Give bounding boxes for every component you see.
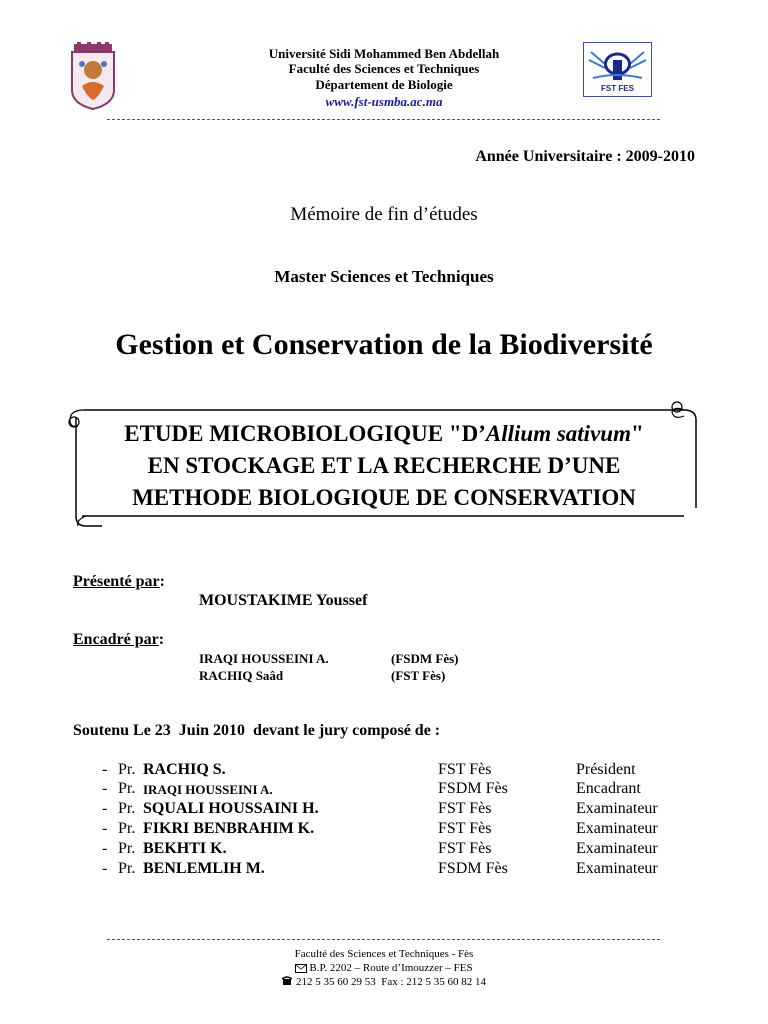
jury-member-role: Encadrant — [576, 780, 641, 797]
presented-by: Présenté par: — [73, 573, 165, 590]
jury-member-name: IRAQI HOUSSEINI A. — [143, 782, 273, 797]
memoire-label: Mémoire de fin d’études — [290, 204, 478, 225]
jury-member-name: BEKHTI K. — [143, 840, 227, 857]
jury-member-role: Examinateur — [576, 860, 658, 877]
jury-row: - Pr. IRAQI HOUSSEINI A. FSDM Fès Encadrant — [102, 780, 641, 797]
envelope-icon — [295, 964, 307, 973]
jury-member-name: SQUALI HOUSSAINI H. — [143, 800, 319, 817]
header-divider — [107, 119, 660, 120]
jury-list — [0, 761, 768, 881]
supervisor-name: IRAQI HOUSSEINI A. — [199, 651, 329, 666]
supervisor-affiliation: (FSDM Fès) — [391, 651, 459, 666]
program-title: Gestion et Conservation de la Biodiversité — [115, 328, 653, 361]
university-name: Université Sidi Mohammed Ben Abdellah — [268, 46, 500, 61]
jury-member-institution: FST Fès — [438, 840, 492, 857]
academic-year: Année Universitaire : 2009-2010 — [475, 148, 695, 165]
master-label: Master Sciences et Techniques — [274, 267, 494, 286]
faculty-name: Faculté des Sciences et Techniques — [288, 61, 480, 76]
supervised-by-label: Encadré par — [73, 631, 159, 648]
footer-divider — [107, 939, 660, 940]
jury-member-role: Examinateur — [576, 800, 658, 817]
defense-statement: Soutenu Le 23 Juin 2010 devant le jury composé de : — [73, 722, 441, 739]
jury-row: - Pr. BEKHTI K. FST Fès Examinateur — [102, 840, 658, 857]
jury-member-role: Examinateur — [576, 820, 658, 837]
supervisor-name: RACHIQ Saâd — [199, 668, 284, 683]
jury-row: - Pr. BENLEMLIH M. FSDM Fès Examinateur — [102, 860, 658, 877]
fst-fes-logo-text: FST FES — [601, 84, 634, 93]
jury-member-institution: FSDM Fès — [438, 860, 508, 877]
thesis-title — [84, 418, 684, 514]
jury-row: - Pr. SQUALI HOUSSAINI H. FST Fès Examinateur — [102, 800, 658, 817]
jury-member-role: Examinateur — [576, 840, 658, 857]
student-name: MOUSTAKIME Youssef — [199, 592, 368, 609]
species-name: Allium sativum — [485, 421, 631, 446]
department-name: Département de Biologie — [315, 77, 453, 92]
jury-row: - Pr. FIKRI BENBRAHIM K. FST Fès Examinateur — [102, 820, 658, 837]
footer-faculty: Faculté des Sciences et Techniques - Fès — [294, 948, 474, 960]
thesis-title-line3: METHODE BIOLOGIQUE DE CONSERVATION — [132, 485, 636, 510]
jury-row: - Pr. RACHIQ S. FST Fès Président — [102, 761, 636, 778]
presented-by-label: Présenté par — [73, 573, 160, 590]
jury-member-name: BENLEMLIH M. — [143, 860, 265, 877]
jury-member-role: Président — [576, 761, 636, 778]
jury-member-institution: FST Fès — [438, 800, 492, 817]
footer-phone: 212 5 35 60 29 53 Fax : 212 5 35 60 82 14 — [0, 975, 768, 989]
supervisor-affiliation: (FST Fès) — [391, 668, 446, 683]
website-link[interactable]: www.fst-usmba.ac.ma — [325, 94, 443, 109]
phone-icon — [282, 975, 292, 989]
footer-address: B.P. 2202 – Route d’Imouzzer – FES — [0, 961, 768, 975]
jury-member-institution: FST Fès — [438, 761, 492, 778]
jury-member-institution: FSDM Fès — [438, 780, 508, 797]
jury-member-name: FIKRI BENBRAHIM K. — [143, 820, 315, 837]
thesis-title-line1: ETUDE MICROBIOLOGIQUE "D’Allium sativum" — [124, 421, 644, 446]
thesis-title-line2: EN STOCKAGE ET LA RECHERCHE D’UNE — [147, 453, 621, 478]
jury-member-institution: FST Fès — [438, 820, 492, 837]
jury-member-name: RACHIQ S. — [143, 761, 226, 778]
supervised-by: Encadré par: — [73, 631, 165, 648]
